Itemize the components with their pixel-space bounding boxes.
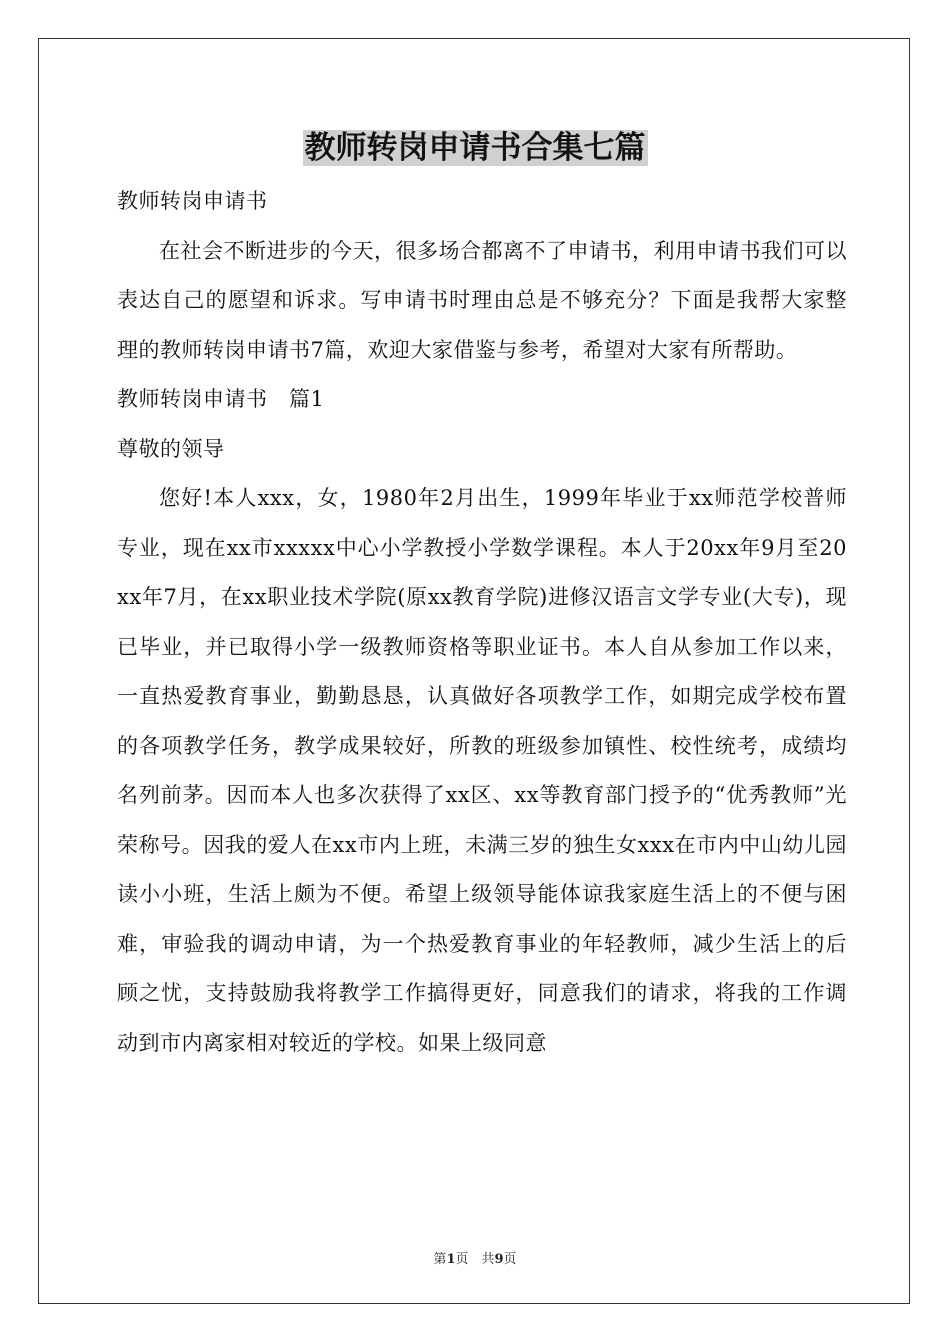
footer-prefix: 第 <box>433 1252 447 1267</box>
footer-mid: 页 共 <box>455 1252 495 1267</box>
footer-suffix: 页 <box>503 1252 517 1267</box>
footer-page-total: 9 <box>494 1252 504 1267</box>
paragraph: 教师转岗申请书 <box>117 189 268 213</box>
paragraph: 在社会不断进步的今天，很多场合都离不了申请书，利用申请书我们可以表达自己的愿望和诉求。写申请书时理由总是不够充分？下面是我帮大家整理的教师转岗申请书7篇，欢迎大家借鉴与参考，希望对大家有所帮助。 <box>117 238 847 362</box>
document-title-text: 教师转岗申请书合集七篇 <box>304 130 646 166</box>
document-title <box>0 125 950 171</box>
document-body <box>117 177 847 1068</box>
paragraph: 教师转岗申请书 篇1 <box>117 387 325 411</box>
page-footer <box>0 1248 950 1267</box>
paragraph: 尊敬的领导 <box>117 436 225 461</box>
paragraph: 您好!本人xxx，女，1980年2月出生，1999年毕业于xx师范学校普师专业，现在xx市xxxxx中心小学教授小学数学课程。本人于20xx年9月至20xx年7月，在xx职业技术学院(原xx教育学院)进修汉语言文学专业(大专)，现已毕业，并已取得小学一级教师资格等职业证书。本人自从参加工作以来，一直热爱教育事业，勤勤恳恳，认真做好各项教学工作，如期完成学校布置的各项教学任务，教学成果较好，所教的班级参加镇性、校性统考，成绩均名列前茅。因而本人也多次获得了xx区、xx等教育部门授予的“优秀教师”光荣称号。因我的爱人在xx市内上班，未满三岁的独生女xxx在市内中山幼儿园读小小班，生活上颇为不便。希望上级领导能体谅我家庭生活上的不便与困难，审验我的调动申请，为一个热爱教育事业的年轻教师，减少生活上的后顾之忧，支持鼓励我将教学工作搞得更好，同意我们的请求，将我的工作调动到市内离家相对较近的学校。如果上级同意 <box>117 486 847 1055</box>
footer-page-current: 1 <box>446 1252 456 1267</box>
